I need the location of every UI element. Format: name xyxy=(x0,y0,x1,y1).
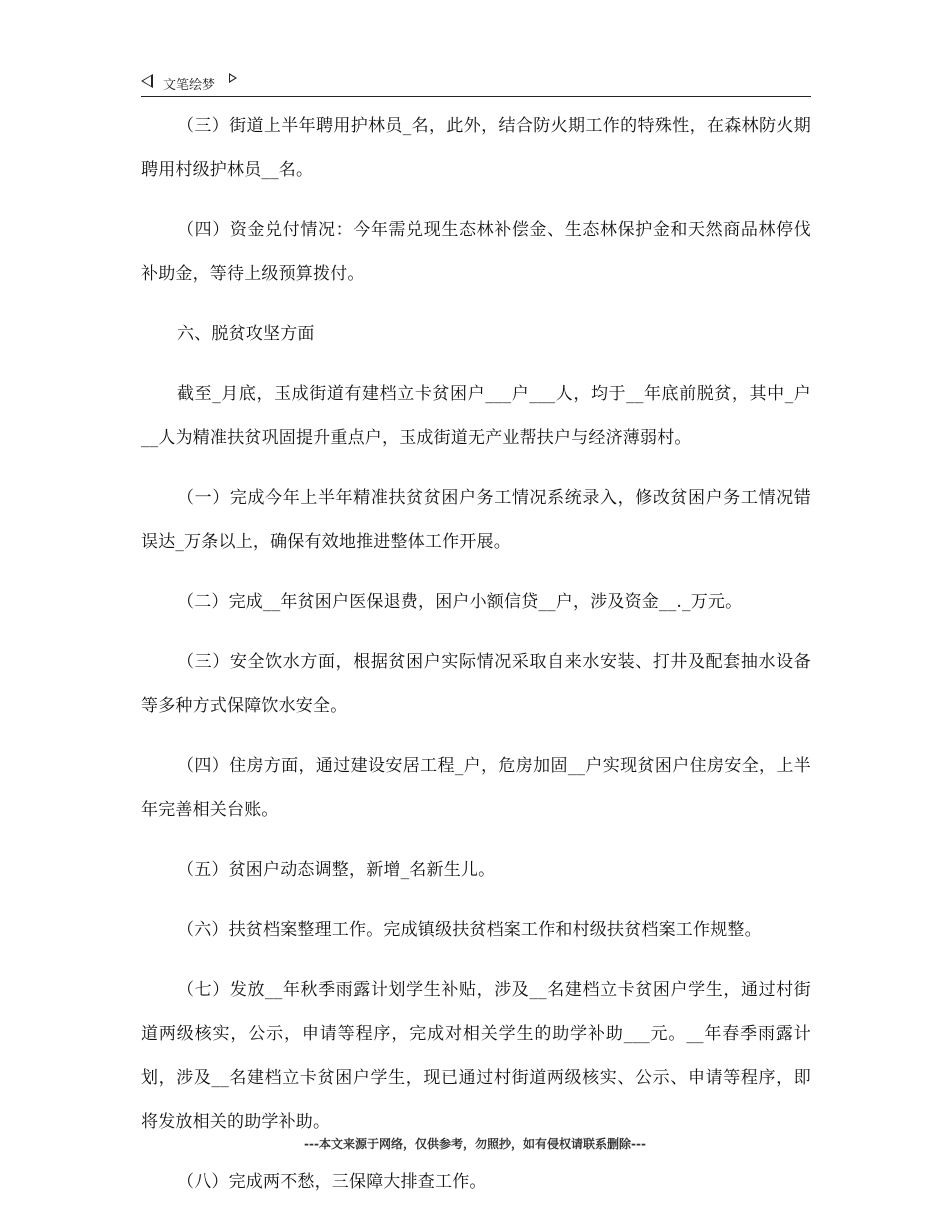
paragraph: （七）发放__年秋季雨露计划学生补贴，涉及__名建档立卡贫困户学生，通过村街道两级核实，公示，申请等程序，完成对相关学生的助学补助___元。__年春季雨露计划，涉及__名建档立卡贫困户学生，现已通过村街道两级核实、公示、申请等程序，即将发放相关的助学补助。 xyxy=(141,980,811,1132)
document-body xyxy=(141,104,811,1220)
triangle-right-icon xyxy=(229,73,237,83)
triangle-left-icon xyxy=(141,74,153,88)
paragraph: （八）完成两不愁，三保障大排查工作。 xyxy=(177,1172,487,1192)
paragraph: 截至_月底，玉成街道有建档立卡贫困户___户___人，均于__年底前脱贫，其中_户__人为精准扶贫巩固提升重点户，玉成街道无产业帮扶户与经济薄弱村。 xyxy=(141,384,811,448)
page-header xyxy=(141,70,811,97)
paragraph: （三）街道上半年聘用护林员_名，此外，结合防火期工作的特殊性，在森林防火期聘用村级护林员__名。 xyxy=(141,116,811,180)
paragraph: （二）完成__年贫困户医保退费，困户小额信贷__户，涉及资金__._万元。 xyxy=(177,592,743,612)
section-heading: 六、脱贫攻坚方面 xyxy=(177,324,315,344)
paragraph: （四）资金兑付情况：今年需兑现生态林补偿金、生态林保护金和天然商品林停伐补助金，等待上级预算拨付。 xyxy=(141,220,811,284)
paragraph: （一）完成今年上半年精准扶贫贫困户务工情况系统录入，修改贫困户务工情况错误达_万条以上，确保有效地推进整体工作开展。 xyxy=(141,488,811,552)
paragraph: （三）安全饮水方面，根据贫困户实际情况采取自来水安装、打井及配套抽水设备等多种方式保障饮水安全。 xyxy=(141,652,811,716)
paragraph: （五）贫困户动态调整，新增_名新生儿。 xyxy=(177,860,496,880)
footer-disclaimer: ---本文来源于网络，仅供参考，勿照抄，如有侵权请联系删除--- xyxy=(304,1137,646,1151)
paragraph: （四）住房方面，通过建设安居工程_户，危房加固__户实现贫困户住房安全，上半年完善相关台账。 xyxy=(141,756,811,820)
paragraph: （六）扶贫档案整理工作。完成镇级扶贫档案工作和村级扶贫档案工作规整。 xyxy=(177,920,762,940)
header-title: 文笔绘梦 xyxy=(163,78,216,93)
